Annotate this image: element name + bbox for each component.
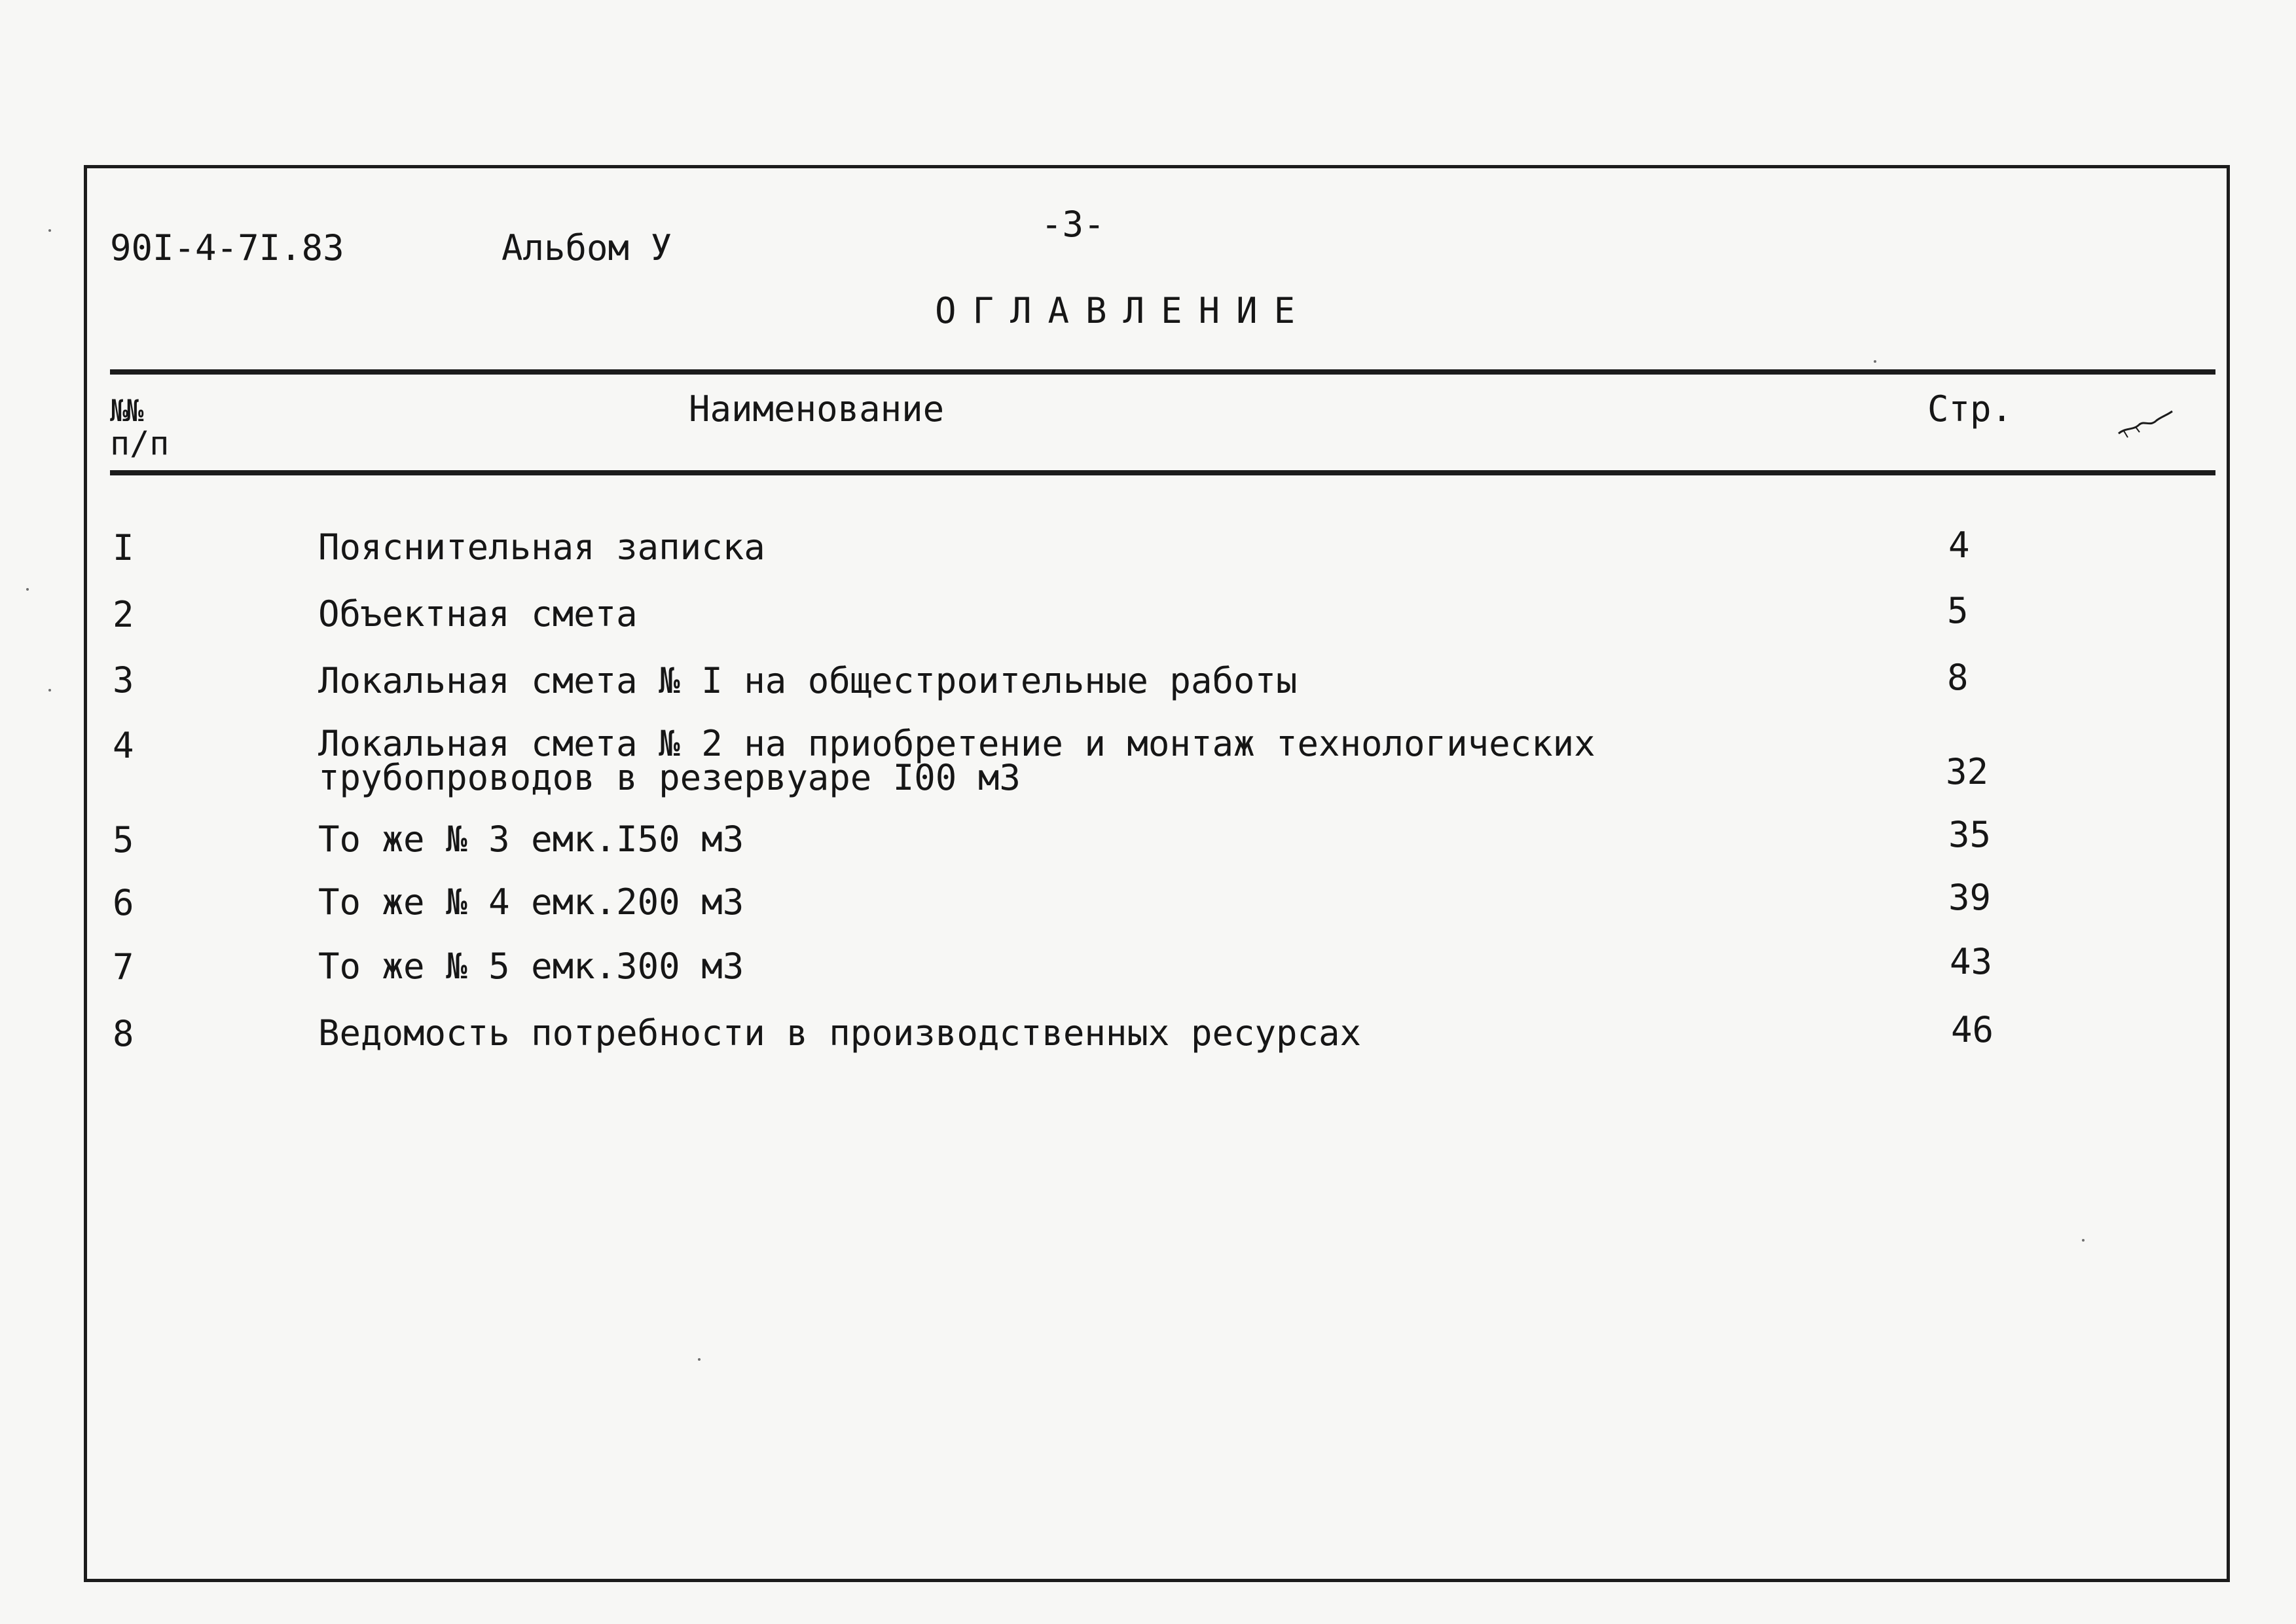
page-title: ОГЛАВЛЕНИЕ bbox=[935, 290, 1312, 331]
row-page: 46 bbox=[1951, 1009, 1994, 1050]
row-name-line2: трубопроводов в резервуаре I00 м3 bbox=[318, 757, 1021, 798]
row-name: То же № 3 емк.I50 м3 bbox=[318, 819, 744, 860]
row-name: Локальная смета № I на общестроительные работы bbox=[318, 660, 1298, 701]
row-number: 5 bbox=[113, 819, 134, 860]
column-header-number-line2: п/п bbox=[110, 424, 170, 462]
row-number: 6 bbox=[113, 882, 134, 923]
row-name: Пояснительная записка bbox=[318, 526, 765, 568]
row-page: 43 bbox=[1950, 941, 1993, 982]
row-name-line1: Локальная смета № 2 на приобретение и монтаж технологических bbox=[318, 723, 1595, 764]
row-name: То же № 4 емк.200 м3 bbox=[318, 881, 744, 923]
scan-speck bbox=[698, 1358, 701, 1361]
scan-speck bbox=[48, 229, 51, 232]
scan-speck bbox=[26, 588, 29, 591]
row-name: То же № 5 емк.300 м3 bbox=[318, 946, 744, 987]
row-page: 8 bbox=[1947, 657, 1969, 698]
album-label: Альбом У bbox=[501, 227, 672, 268]
column-header-page: Стр. bbox=[1927, 388, 2013, 430]
page-number: -3- bbox=[1041, 204, 1105, 245]
page-frame bbox=[84, 165, 2230, 1582]
row-number: 8 bbox=[113, 1013, 134, 1054]
table-header-bottom-rule bbox=[110, 470, 2215, 475]
scan-speck bbox=[1874, 360, 1876, 363]
row-page: 32 bbox=[1946, 751, 1989, 792]
row-number: 2 bbox=[113, 594, 134, 635]
row-name: Объектная смета bbox=[318, 593, 638, 635]
row-page: 4 bbox=[1948, 525, 1970, 566]
row-page: 39 bbox=[1948, 877, 1992, 918]
document-code: 90I-4-7I.83 bbox=[110, 227, 344, 268]
column-header-name: Наименование bbox=[689, 388, 945, 430]
row-number: I bbox=[113, 527, 134, 568]
row-number: 3 bbox=[113, 659, 134, 701]
row-page: 35 bbox=[1948, 814, 1992, 855]
scan-speck bbox=[48, 689, 51, 692]
table-header-top-rule bbox=[110, 369, 2215, 375]
row-page: 5 bbox=[1947, 590, 1969, 631]
scan-speck bbox=[2082, 1239, 2085, 1242]
row-name: Ведомость потребности в производственных ресурсах bbox=[318, 1012, 1362, 1054]
row-number: 4 bbox=[113, 725, 134, 766]
row-number: 7 bbox=[113, 946, 134, 987]
signature-icon bbox=[2116, 405, 2175, 444]
column-header-number-line1: №№ bbox=[110, 393, 141, 428]
